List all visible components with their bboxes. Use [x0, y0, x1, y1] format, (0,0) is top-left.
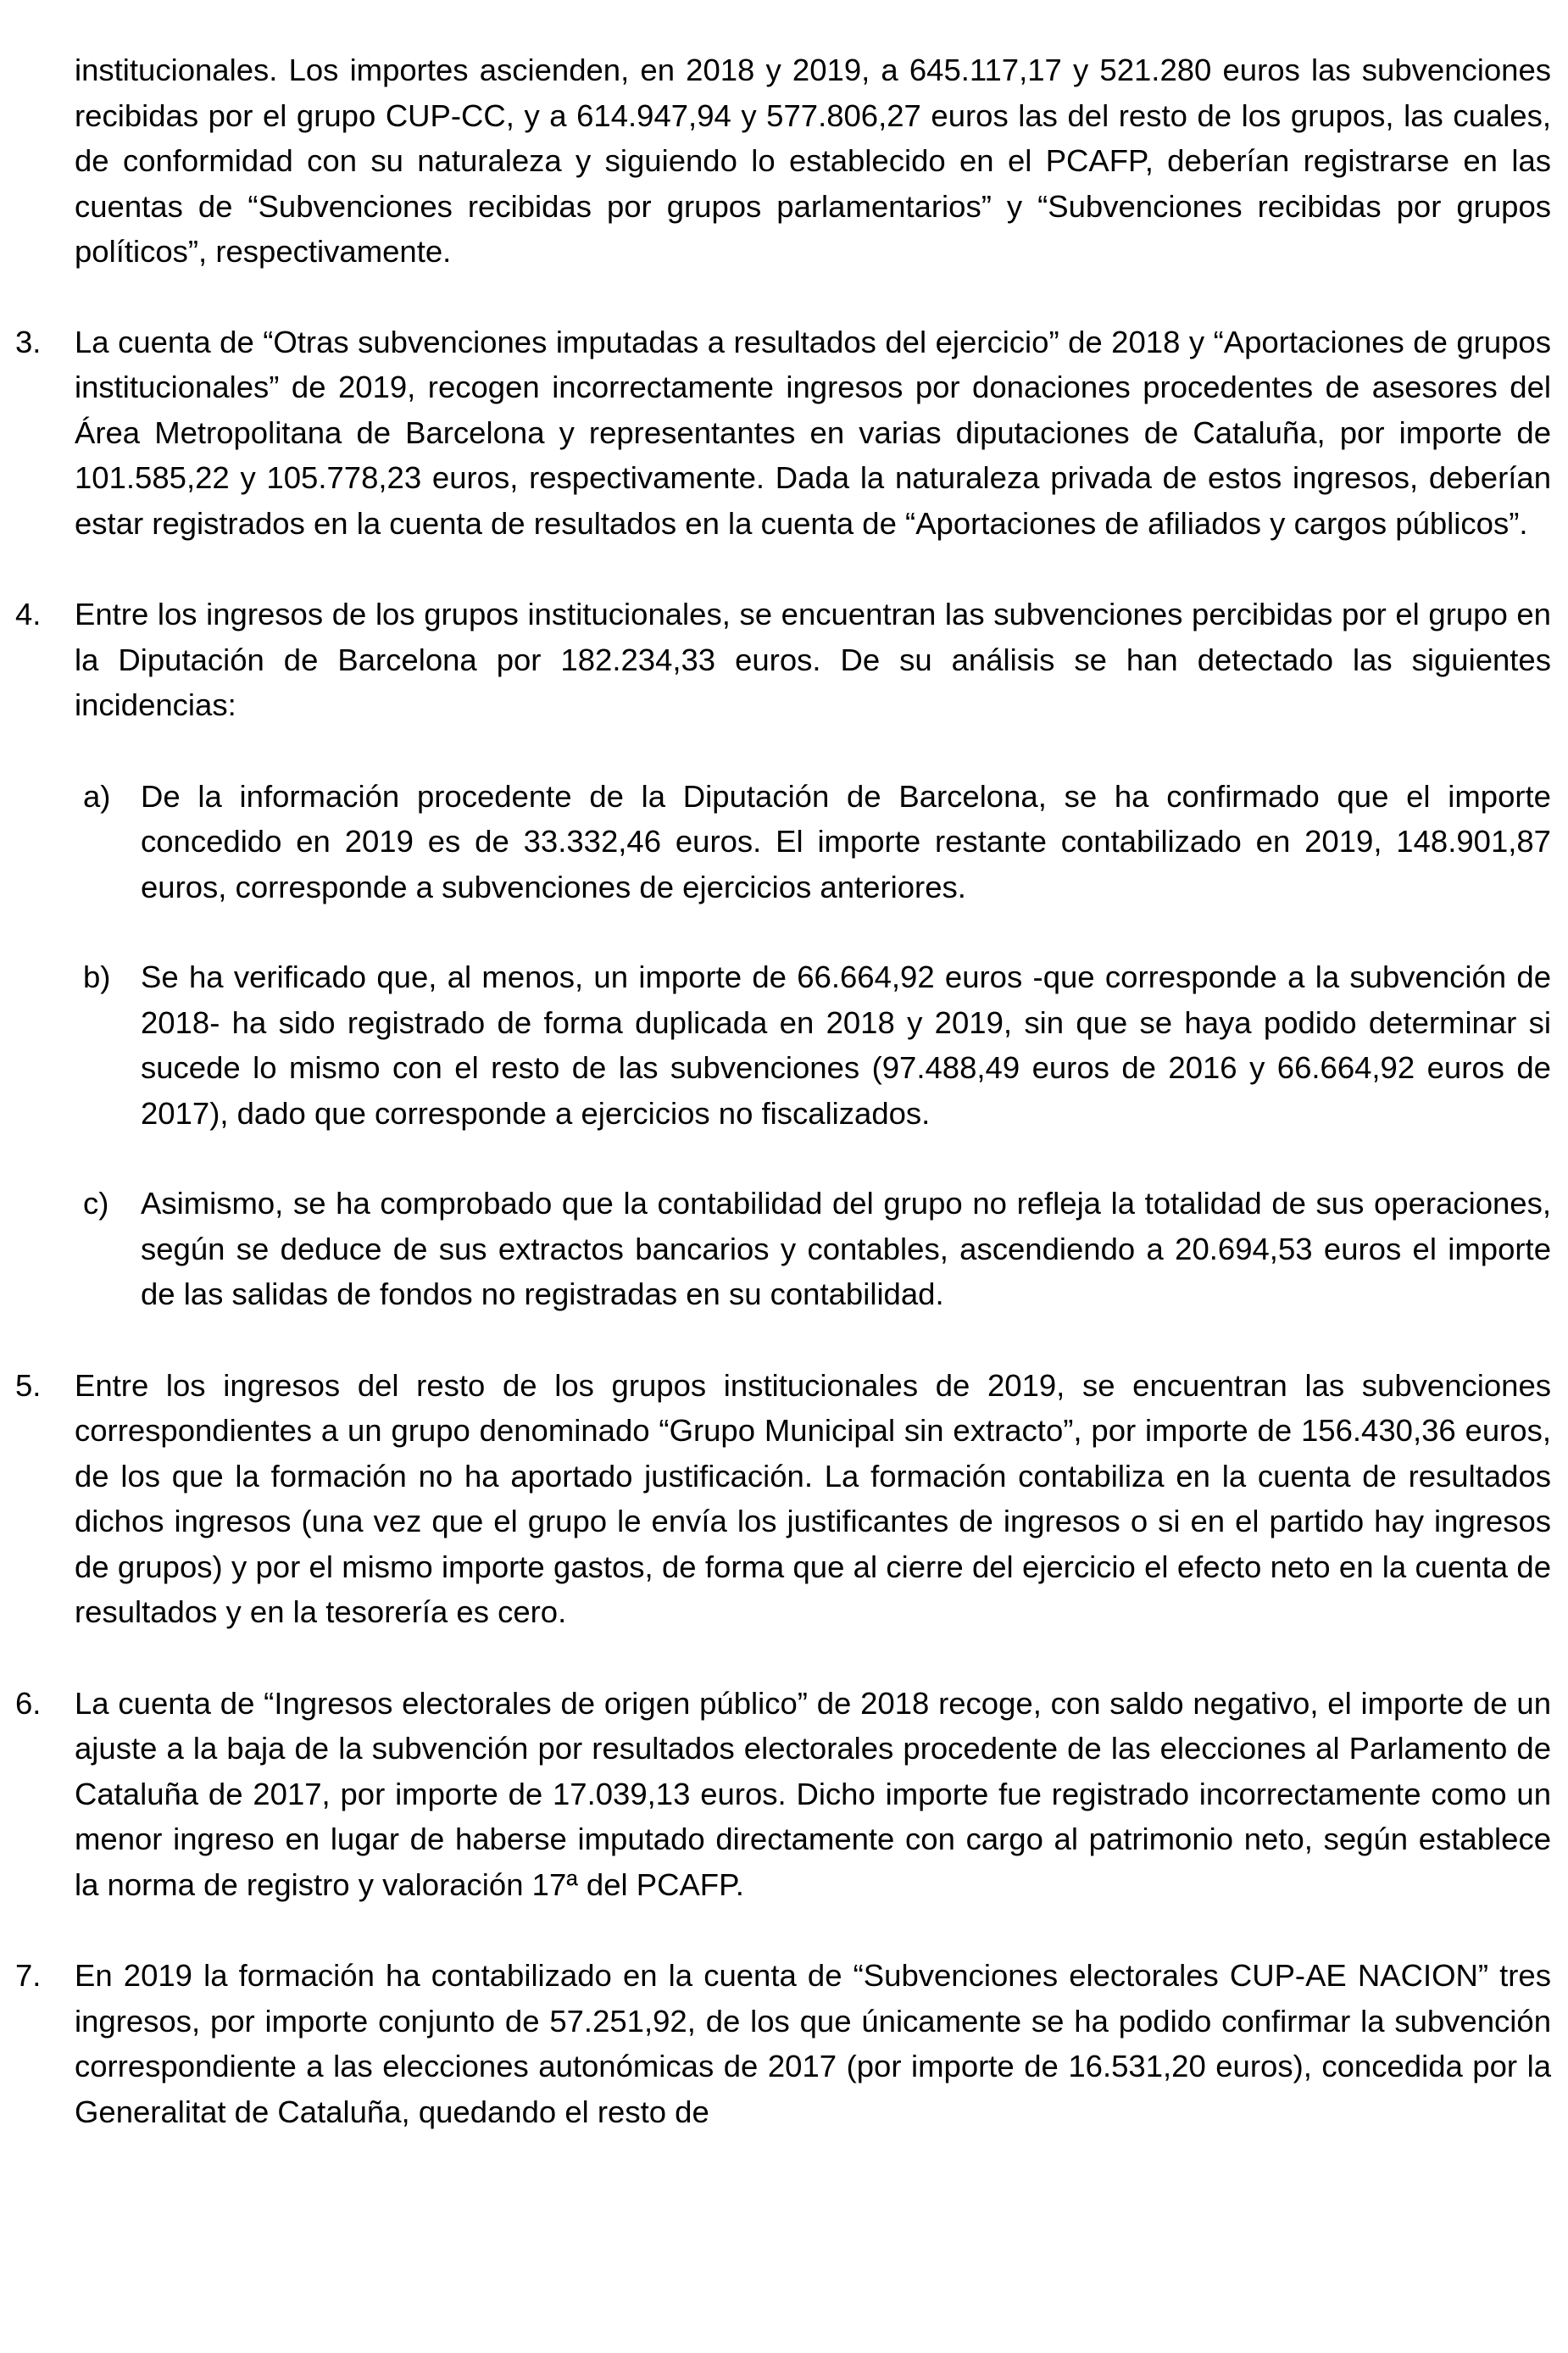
list-number: 4. — [15, 597, 42, 631]
list-item-text: En 2019 la formación ha contabilizado en la cuenta de “Subvenciones electorales CUP-AE NACION” tres ingresos, por importe conjunto de 57.251,92, de los que únicamente se ha podido confirmar la subvención correspondiente a las elecciones autonómicas de 2017 (por importe de 16.531,20 euros), concedida por la Generalitat de Cataluña, quedando el resto de — [75, 1958, 1551, 2129]
list-item-4 — [15, 592, 1551, 1317]
list-number: 7. — [15, 1958, 42, 1993]
list-item-text: Entre los ingresos de los grupos institucionales, se encuentran las subvenciones percibidas por el grupo en la Diputación de Barcelona por 182.234,33 euros. De su análisis se han detectado las siguientes incidencias: — [75, 597, 1551, 722]
list-item-text: La cuenta de “Ingresos electorales de origen público” de 2018 recoge, con saldo negativo, el importe de un ajuste a la baja de la subvención por resultados electorales procedente de las elecciones al Parlamento de Cataluña de 2017, por importe de 17.039,13 euros. Dicho importe fue registrado incorrectamente como un menor ingreso en lugar de haberse imputado directamente con cargo al patrimonio neto, según establece la norma de registro y valoración 17ª del PCAFP. — [75, 1685, 1551, 1902]
sublist-item-text: Asimismo, se ha comprobado que la contabilidad del grupo no refleja la totalidad de sus operaciones, según se deduce de sus extractos bancarios y contables, ascendiendo a 20.694,53 euros el importe de las salidas de fondos no registradas en su contabilidad. — [141, 1186, 1551, 1311]
lead-paragraph: institucionales. Los importes ascienden, en 2018 y 2019, a 645.117,17 y 521.280 euros las subvenciones recibidas por el grupo CUP-CC, y a 614.947,94 y 577.806,27 euros las del resto de los grupos, las cuales, de conformidad con su naturaleza y siguiendo lo establecido en el PCAFP, deberían registrarse en las cuentas de “Subvenciones recibidas por grupos parlamentarios” y “Subvenciones recibidas por grupos políticos”, respectivamente. — [75, 53, 1551, 269]
sublist-letter: b) — [83, 960, 111, 994]
document-page — [15, 47, 1551, 2134]
list-item-7 — [15, 1953, 1551, 2134]
sublist-item-c — [83, 1181, 1551, 1317]
list-item-text: Entre los ingresos del resto de los grupos institucionales de 2019, se encuentran las subvenciones correspondientes a un grupo denominado “Grupo Municipal sin extracto”, por importe de 156.430,36 euros, de los que la formación no ha aportado justificación. La formación contabiliza en la cuenta de resultados dichos ingresos (una vez que el grupo le envía los justificantes de ingresos o si en el partido hay ingresos de grupos) y por el mismo importe gastos, de forma que al cierre del ejercicio el efecto neto en la cuenta de resultados y en la tesorería es cero. — [75, 1367, 1551, 1629]
list-item-6 — [15, 1681, 1551, 1908]
list-number: 3. — [15, 324, 42, 359]
sublist-item-a — [83, 774, 1551, 910]
sublist-letter: c) — [83, 1186, 109, 1221]
list-number: 5. — [15, 1367, 42, 1403]
list-item-5 — [15, 1363, 1551, 1635]
list-item-text: La cuenta de “Otras subvenciones imputadas a resultados del ejercicio” de 2018 y “Aportaciones de grupos institucionales” de 2019, recogen incorrectamente ingresos por donaciones procedentes de asesores del Área Metropolitana de Barcelona y representantes en varias diputaciones de Cataluña, por importe de 101.585,22 y 105.778,23 euros, respectivamente. Dada la naturaleza privada de estos ingresos, deberían estar registrados en la cuenta de resultados en la cuenta de “Aportaciones de afiliados y cargos públicos”. — [75, 324, 1551, 541]
sublist-letter: a) — [83, 778, 111, 814]
sublist-item-text: De la información procedente de la Diputación de Barcelona, se ha confirmado que el importe concedido en 2019 es de 33.332,46 euros. El importe restante contabilizado en 2019, 148.901,87 euros, corresponde a subvenciones de ejercicios anteriores. — [141, 778, 1551, 904]
list-number: 6. — [15, 1685, 42, 1721]
sublist — [83, 774, 1551, 1317]
list-item-3 — [15, 320, 1551, 547]
sublist-item-text: Se ha verificado que, al menos, un importe de 66.664,92 euros -que corresponde a la subvención de 2018- ha sido registrado de forma duplicada en 2018 y 2019, sin que se haya podido determinar si sucede lo mismo con el resto de las subvenciones (97.488,49 euros de 2016 y 66.664,92 euros de 2017), dado que corresponde a ejercicios no fiscalizados. — [141, 960, 1551, 1131]
sublist-item-b — [83, 954, 1551, 1136]
